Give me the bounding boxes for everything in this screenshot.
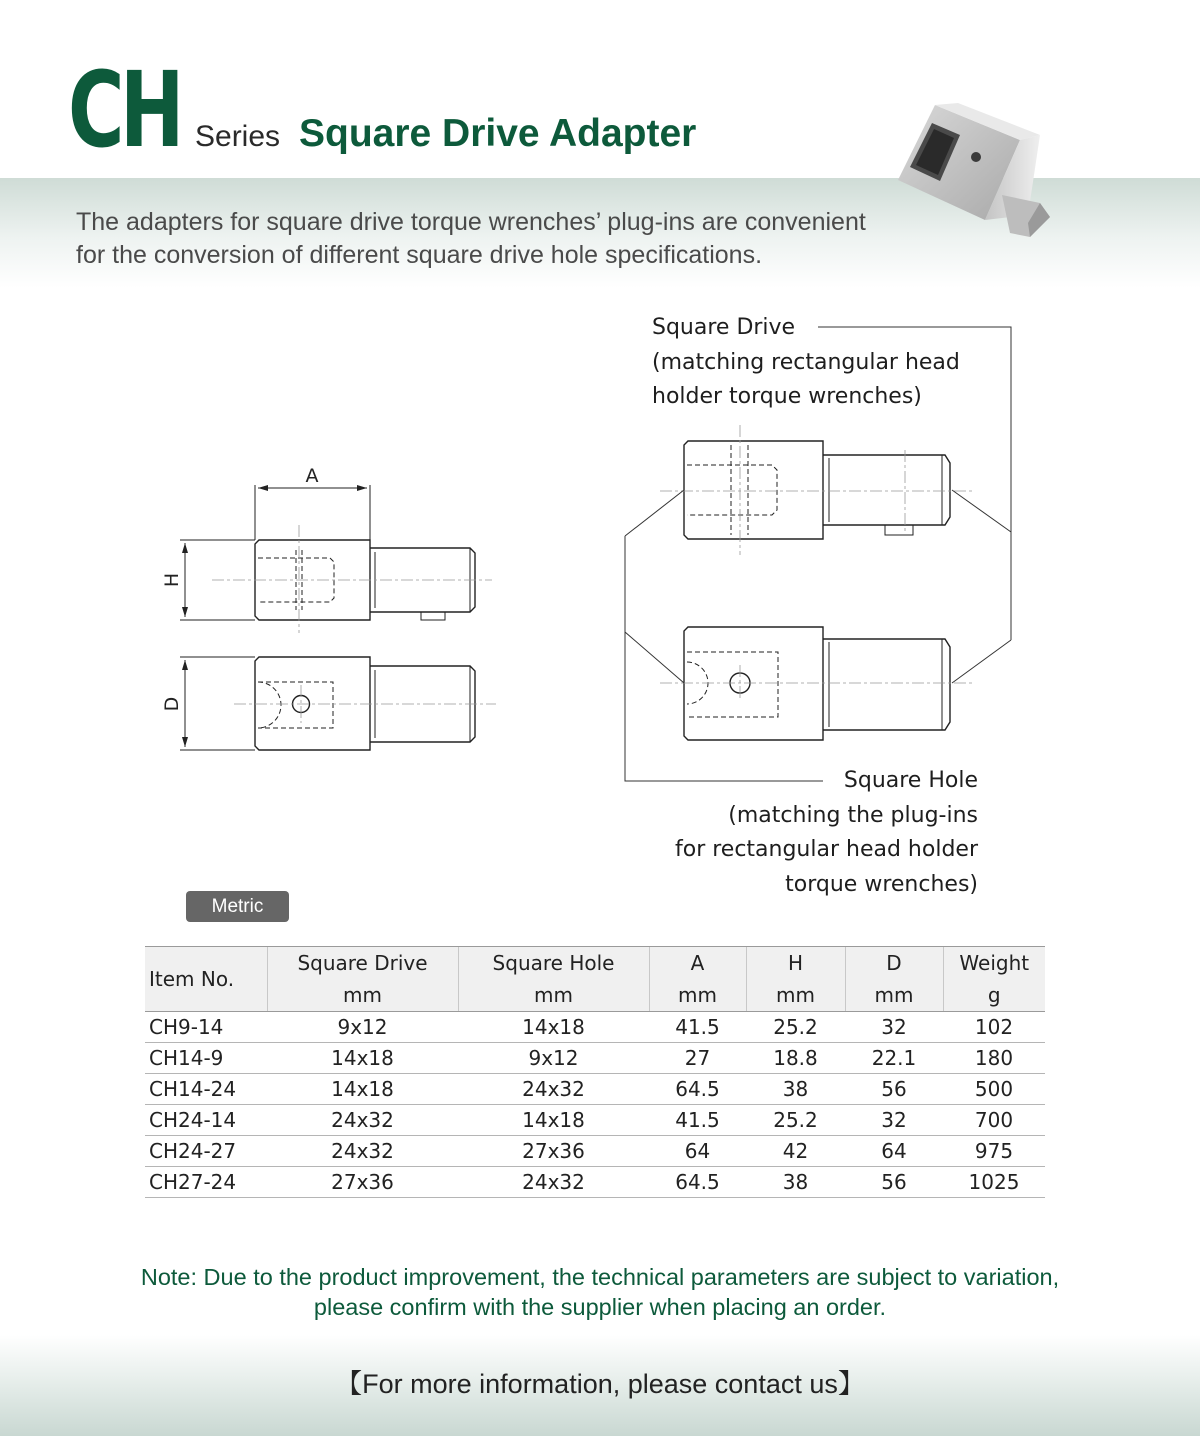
metric-badge: Metric [186, 891, 289, 922]
table-header-row [145, 947, 1045, 980]
intro-line-1: The adapters for square drive torque wrenches’ plug-ins are convenient [76, 208, 866, 236]
cell-weight: 102 [943, 1012, 1045, 1043]
square-drive-callout [652, 311, 960, 415]
col-header-d: D [845, 947, 943, 980]
col-header-square-hole: Square Hole [458, 947, 649, 980]
callout-line: Square Drive [652, 315, 796, 340]
cell-d: 32 [845, 1105, 943, 1136]
cell-square-hole: 24x32 [458, 1074, 649, 1105]
cell-d: 64 [845, 1136, 943, 1167]
cell-item-no: CH24-27 [145, 1136, 267, 1167]
dimension-h-label: H [161, 572, 183, 588]
cell-square-drive: 24x32 [267, 1105, 458, 1136]
note-line-1: Note: Due to the product improvement, the technical parameters are subject to variation, [140, 1264, 1060, 1290]
callout-line: (matching the plug-ins [728, 802, 978, 828]
col-header-item: Item No. [145, 947, 267, 1012]
series-label: Series [195, 120, 281, 153]
brand-logo: CH [68, 49, 181, 171]
callout-line: for rectangular head holder [674, 837, 978, 862]
unit-square-hole: mm [458, 979, 649, 1012]
col-header-h: H [746, 947, 845, 980]
cell-weight: 700 [943, 1105, 1045, 1136]
intro-line-2: for the conversion of different square drive hole specifications. [76, 241, 763, 269]
table-row [145, 1105, 1045, 1136]
cell-d: 32 [845, 1012, 943, 1043]
cell-h: 25.2 [746, 1105, 845, 1136]
cell-a: 64.5 [649, 1167, 746, 1198]
cell-weight: 180 [943, 1043, 1045, 1074]
table-row [145, 1167, 1045, 1198]
cell-square-hole: 24x32 [458, 1167, 649, 1198]
cell-square-drive: 9x12 [267, 1012, 458, 1043]
callout-line: (matching rectangular head [652, 349, 960, 375]
note-line-2: please confirm with the supplier when placing an order. [313, 1294, 887, 1320]
cell-square-hole: 14x18 [458, 1012, 649, 1043]
unit-a: mm [649, 979, 746, 1012]
cell-a: 64.5 [649, 1074, 746, 1105]
dimension-a-label: A [305, 465, 319, 487]
cell-weight: 500 [943, 1074, 1045, 1105]
col-header-square-drive: Square Drive [267, 947, 458, 980]
cell-d: 56 [845, 1167, 943, 1198]
cell-h: 18.8 [746, 1043, 845, 1074]
unit-weight: g [943, 979, 1045, 1012]
cell-a: 27 [649, 1043, 746, 1074]
cell-item-no: CH24-14 [145, 1105, 267, 1136]
col-header-a: A [649, 947, 746, 980]
callout-line: Square Hole [843, 768, 978, 793]
table-row [145, 1074, 1045, 1105]
cell-square-hole: 27x36 [458, 1136, 649, 1167]
cell-h: 38 [746, 1074, 845, 1105]
unit-d: mm [845, 979, 943, 1012]
contact-prompt: 【For more information, please contact us】 [335, 1369, 865, 1399]
table-row [145, 1012, 1045, 1043]
cell-item-no: CH14-24 [145, 1074, 267, 1105]
unit-square-drive: mm [267, 979, 458, 1012]
callout-line: holder torque wrenches) [652, 384, 922, 409]
cell-square-drive: 24x32 [267, 1136, 458, 1167]
table-row [145, 1136, 1045, 1167]
cell-d: 56 [845, 1074, 943, 1105]
cell-square-drive: 14x18 [267, 1043, 458, 1074]
cell-weight: 975 [943, 1136, 1045, 1167]
cell-a: 64 [649, 1136, 746, 1167]
intro-text [76, 206, 876, 272]
cell-item-no: CH9-14 [145, 1012, 267, 1043]
unit-h: mm [746, 979, 845, 1012]
cell-item-no: CH14-9 [145, 1043, 267, 1074]
square-hole-callout [640, 764, 978, 902]
col-header-weight: Weight [943, 947, 1045, 980]
product-image [890, 95, 1060, 245]
cell-square-drive: 27x36 [267, 1167, 458, 1198]
cell-square-hole: 14x18 [458, 1105, 649, 1136]
callout-line: torque wrenches) [785, 871, 978, 897]
cell-a: 41.5 [649, 1105, 746, 1136]
cell-weight: 1025 [943, 1167, 1045, 1198]
spec-table [145, 946, 1045, 1198]
cell-a: 41.5 [649, 1012, 746, 1043]
table-row [145, 1043, 1045, 1074]
table-unit-row [145, 979, 1045, 1012]
page-title: Square Drive Adapter [299, 112, 697, 155]
cell-square-drive: 14x18 [267, 1074, 458, 1105]
cell-h: 25.2 [746, 1012, 845, 1043]
cell-h: 38 [746, 1167, 845, 1198]
disclaimer-note [0, 1262, 1200, 1322]
cell-d: 22.1 [845, 1043, 943, 1074]
cell-h: 42 [746, 1136, 845, 1167]
technical-drawing [0, 300, 1200, 900]
cell-square-hole: 9x12 [458, 1043, 649, 1074]
dimension-d-label: D [161, 696, 183, 712]
cell-item-no: CH27-24 [145, 1167, 267, 1198]
